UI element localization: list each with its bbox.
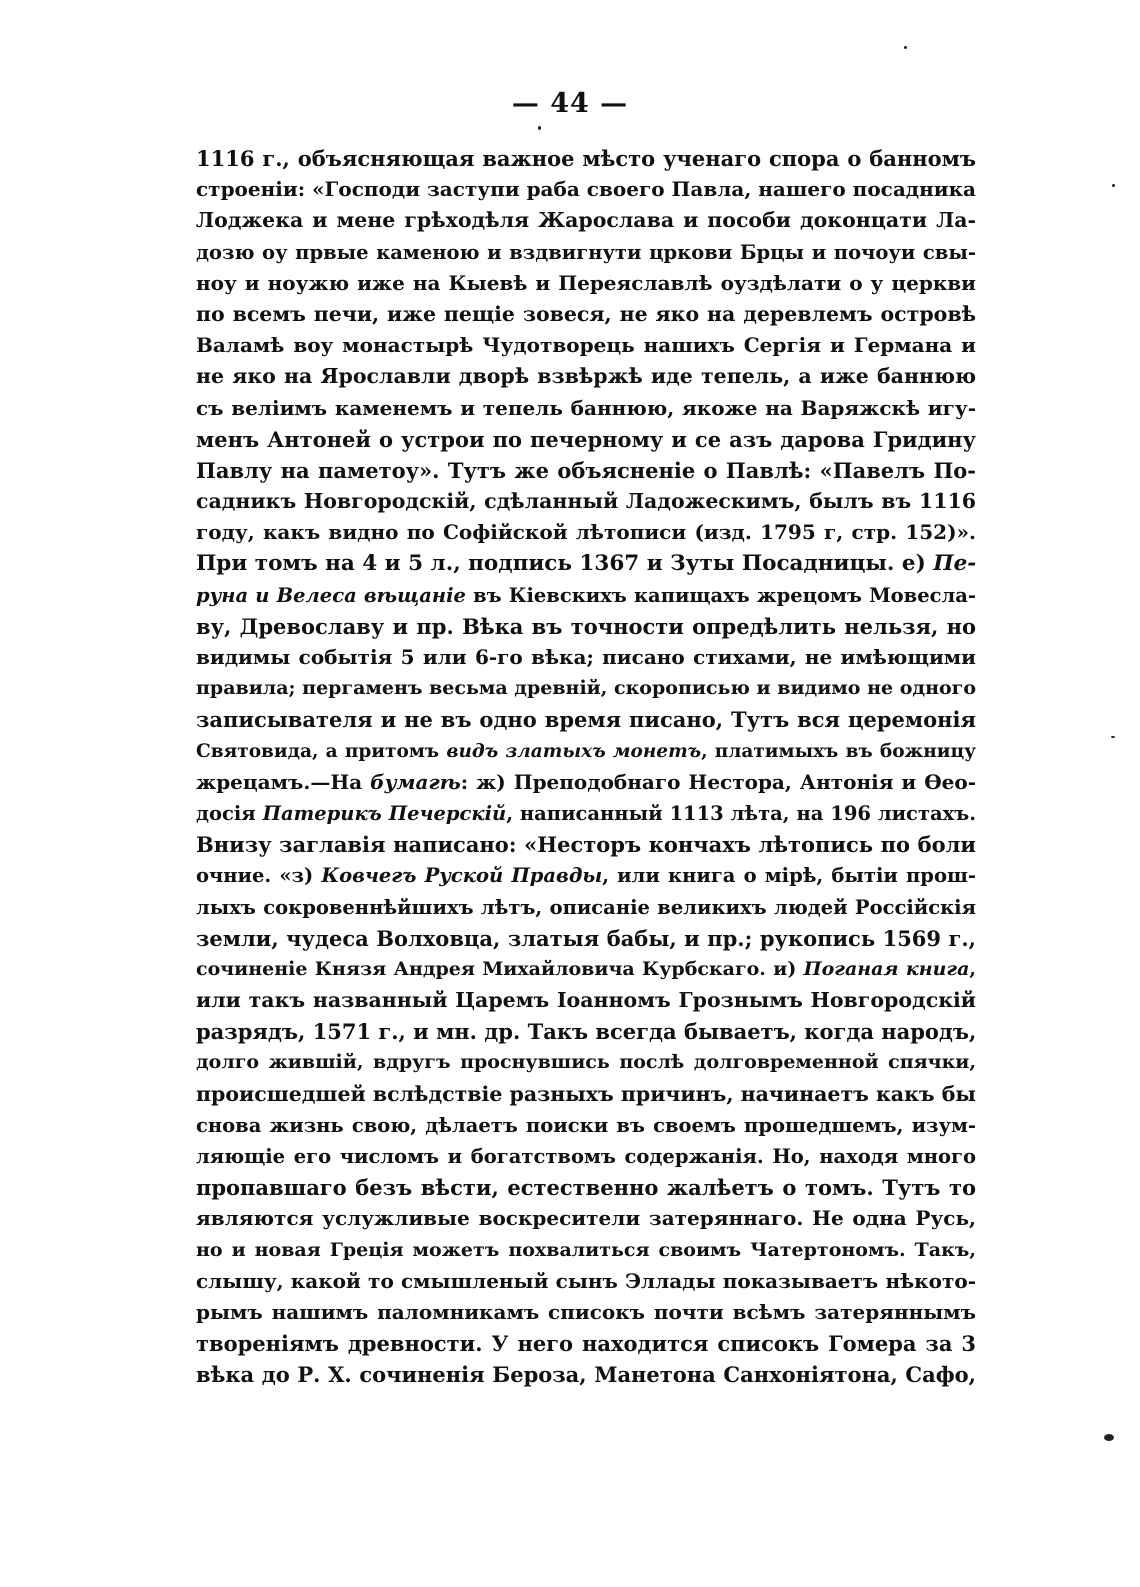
text-line <box>196 1328 976 1359</box>
scan-speck <box>904 46 907 49</box>
text-line <box>196 736 976 767</box>
text-run: , <box>969 957 976 980</box>
text-line <box>196 393 976 424</box>
text-line <box>196 1047 976 1078</box>
text-line <box>196 1297 976 1328</box>
text-run: въ Кіевскихъ капищахъ жрецомъ Мовесла- <box>465 583 976 607</box>
text-run: досія <box>196 801 263 825</box>
text-run: : ж) Преподобнаго Нестора, Антонія и Ѳео- <box>460 769 976 794</box>
text-run: твореніямъ древности. У него находится списокъ Гомера за 3 <box>196 1331 976 1357</box>
text-run: ляющіе его числомъ и богатствомъ содержанія. Но, находя много <box>196 1145 976 1168</box>
text-line <box>196 548 976 579</box>
text-run: Лоджека и мене грѣходѣля Жарослава и пособи доконцати Ла- <box>196 208 976 233</box>
text-run: году, какъ видно по Софійской лѣтописи (изд. 1795 г, стр. 152)». <box>196 520 976 545</box>
text-run: правила; пергаменъ весьма древній, скорописью и видимо не одного <box>196 677 976 700</box>
text-line <box>196 580 976 611</box>
text-run: являются услужливые воскресители затеряннаго. Не одна Русь, <box>196 1206 976 1231</box>
text-run: дозю оу првые каменою и вздвигнути цркови Брцы и почоуи свы- <box>196 240 976 264</box>
text-line <box>196 1110 976 1141</box>
text-run: слышу, какой то смышленый сынъ Эллады показываетъ нѣкото- <box>196 1268 976 1293</box>
text-run: долго жившій, вдругъ проснувшись послѣ долговременной спячки, <box>196 1051 976 1074</box>
scan-speck <box>538 126 541 130</box>
text-line <box>196 1359 976 1390</box>
text-run: , платимыхъ въ божницу <box>701 740 976 762</box>
text-line <box>196 1141 976 1172</box>
text-run: Валамѣ воу монастырѣ Чудотворець нашихъ Сергія и Германа и <box>196 333 976 358</box>
text-run: вѣка до Р. Х. сочиненія Бероза, Манетона Санхоніятона, Сафо, <box>196 1362 976 1388</box>
italic-text: бумагѣ <box>370 769 461 794</box>
text-line <box>196 1172 976 1203</box>
page-number: — 44 — <box>511 88 629 119</box>
text-line <box>196 892 976 923</box>
text-run: съ веліимъ каменемъ и тепель баннюю, якоже на Варяжскѣ игу- <box>196 395 976 420</box>
text-line <box>196 860 976 891</box>
italic-text: Поганая книга <box>803 957 970 980</box>
italic-text: Ковчегъ Руской Правды <box>321 864 603 888</box>
text-run: , или книга о мірѣ, бытіи прош- <box>602 864 976 888</box>
italic-text: видъ златыхъ монетъ <box>446 740 702 762</box>
text-run: сочиненіе Князя Андрея Михайловича Курбскаго. и) <box>196 957 804 980</box>
text-run: рымъ нашимъ паломникамъ списокъ почти всѣмъ затеряннымъ <box>196 1299 976 1324</box>
italic-text: Пе- <box>933 551 976 577</box>
text-line <box>196 954 976 985</box>
text-run: снова жизнь свою, дѣлаетъ поиски въ своемъ прошедшемъ, изум- <box>196 1113 976 1137</box>
text-line <box>196 205 976 236</box>
text-run: Внизу заглавія написано: «Несторъ кончахъ лѣтопись по боли <box>196 832 976 858</box>
text-line <box>196 517 976 548</box>
text-run: но и новая Греція можетъ похвалиться своимъ Чатертономъ. Такъ, <box>196 1238 976 1261</box>
text-run: происшедшей вслѣдствіе разныхъ причинъ, начинаетъ какъ бы <box>196 1081 976 1106</box>
body-text <box>196 143 976 1391</box>
text-run: жрецамъ.—На <box>196 769 371 794</box>
text-run: 1116 г., объясняющая важное мѣсто ученаго спора о банномъ <box>196 146 976 171</box>
text-run: Святовида, а притомъ <box>196 740 447 762</box>
text-run: ву, Древославу и пр. Вѣка въ точности опредѣлить нельзя, но <box>196 613 976 639</box>
text-line <box>196 1016 976 1047</box>
text-run: пропавшаго безъ вѣсти, естественно жалѣетъ о томъ. Тутъ то <box>196 1175 976 1201</box>
text-line <box>196 143 976 174</box>
text-run: Павлу на паметоу». Тутъ же объясненіе о Павлѣ: «Павелъ По- <box>196 457 976 483</box>
text-run: очние. «з) <box>196 864 322 888</box>
text-run: ноу и ноужю иже на Кыевѣ и Переяславлѣ оуздѣлати о у церкви <box>196 270 976 295</box>
text-line <box>196 673 976 704</box>
text-run: разрядъ, 1571 г., и мн. др. Такъ всегда бываетъ, когда народъ, <box>196 1019 976 1045</box>
text-line <box>196 174 976 205</box>
text-line <box>196 1203 976 1234</box>
text-line <box>196 299 976 330</box>
text-line <box>196 923 976 954</box>
text-run: или такъ названный Царемъ Іоанномъ Грознымъ Новгородскій <box>196 988 976 1013</box>
scan-speck <box>1112 184 1115 187</box>
text-line <box>196 486 976 517</box>
text-line <box>196 361 976 392</box>
text-line <box>196 611 976 642</box>
text-line <box>196 1079 976 1110</box>
text-run: земли, чудеса Волховца, златыя бабы, и пр.; рукопись 1569 г., <box>196 925 976 951</box>
scan-speck <box>1104 1434 1114 1441</box>
text-line <box>196 237 976 268</box>
text-run: менъ Антоней о устрои по печерному и се азъ дарова Гридину <box>196 426 976 452</box>
text-line <box>196 268 976 299</box>
text-run: При томъ на 4 и 5 л., подпись 1367 и Зуты Посадницы. е) <box>196 551 934 577</box>
italic-text: руна и Велеса вѣщаніе <box>196 583 466 607</box>
text-line <box>196 798 976 829</box>
text-run: строеніи: «Господи заступи раба своего Павла, нашего посадника <box>196 177 976 202</box>
text-line <box>196 1235 976 1266</box>
text-line <box>196 330 976 361</box>
text-run: садникъ Новгородскій, сдѣланный Ладожескимъ, былъ въ 1116 <box>196 489 976 514</box>
text-run: по всемъ печи, иже пещіе зовеся, не яко на деревлемъ островѣ <box>196 301 976 326</box>
text-run: , написанный 1113 лѣта, на 196 листахъ. <box>506 801 976 825</box>
text-line <box>196 1266 976 1297</box>
text-run: записывателя и не въ одно время писано, Тутъ вся церемонія <box>196 707 976 733</box>
italic-text: Патерикъ Печерскій <box>262 801 507 825</box>
text-line <box>196 985 976 1016</box>
text-line <box>196 767 976 798</box>
text-line <box>196 455 976 486</box>
text-line <box>196 642 976 673</box>
text-line <box>196 704 976 735</box>
text-line <box>196 829 976 860</box>
text-line <box>196 424 976 455</box>
text-run: видимы событія 5 или 6-го вѣка; писано стихами, не имѣющими <box>196 645 976 669</box>
text-run: не яко на Ярославли дворѣ взвѣржѣ иде тепель, а иже баннюю <box>196 364 976 389</box>
scan-speck <box>1111 736 1115 738</box>
text-run: лыхъ сокровеннѣйшихъ лѣтъ, описаніе великихъ людей Россійскія <box>196 895 976 919</box>
